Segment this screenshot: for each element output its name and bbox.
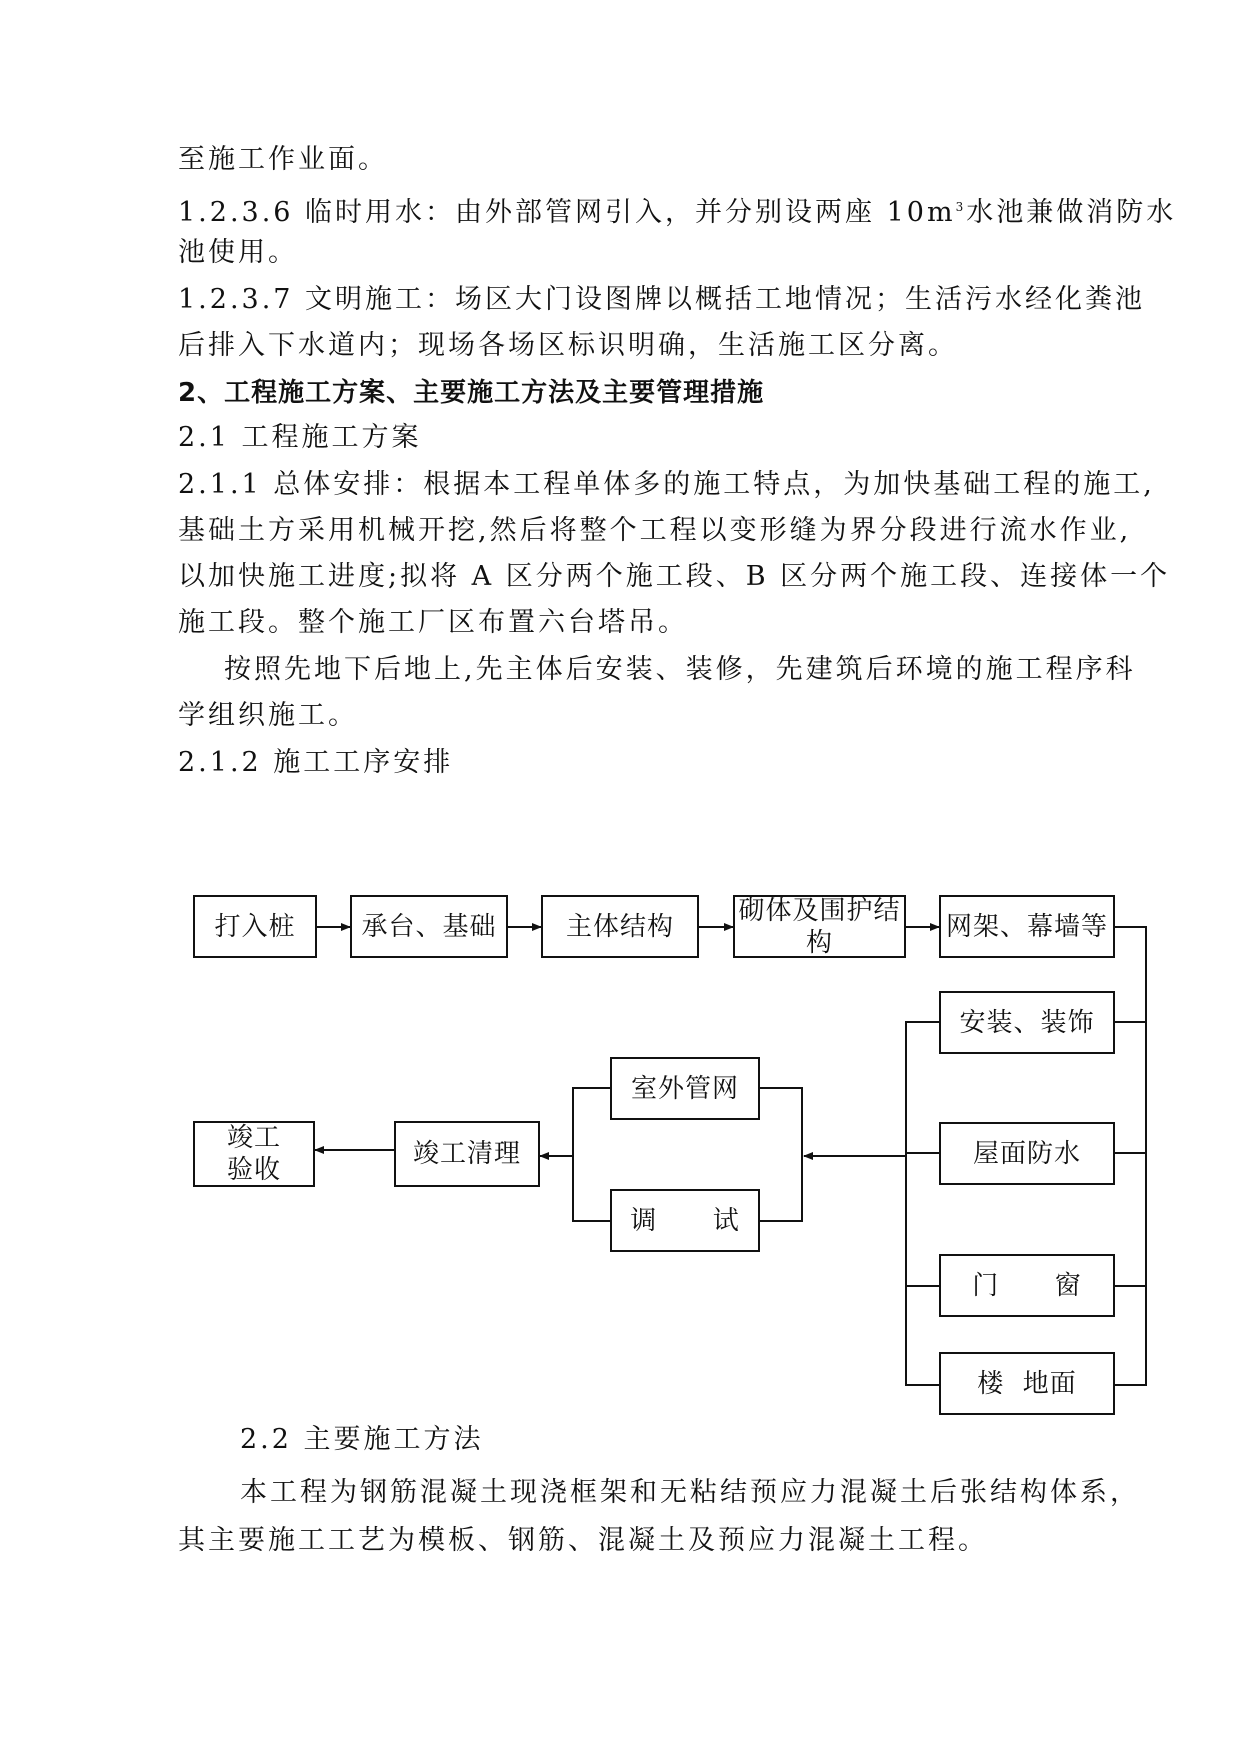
step-outdoor-pipes: 室外管网 (610, 1057, 760, 1120)
paragraph-method-a: 本工程为钢筋混凝土现浇框架和无粘结预应力混凝土后张结构体系， (240, 1477, 1140, 1508)
paragraph-order-b: 学组织施工。 (178, 700, 358, 731)
paragraph-order-a: 按照先地下后地上,先主体后安装、装修，先建筑后环境的施工程序科 (224, 654, 1136, 685)
text-line-civilized-a: 1.2.3.7 文明施工：场区大门设图牌以概括工地情况；生活污水经化粪池 (178, 284, 1146, 315)
paragraph-method-b: 其主要施工工艺为模板、钢筋、混凝土及预应力混凝土工程。 (178, 1525, 988, 1556)
subsection-2-1-2: 2.1.2 施工工序安排 (178, 747, 454, 778)
step-cleanup: 竣工清理 (394, 1121, 540, 1187)
subsection-2-1: 2.1 工程施工方案 (178, 422, 422, 453)
text-line-overall-b: 基础土方采用机械开挖,然后将整个工程以变形缝为界分段进行流水作业, (178, 515, 1132, 546)
subsection-2-2: 2.2 主要施工方法 (240, 1424, 484, 1455)
step-commissioning: 调 试 (610, 1189, 760, 1252)
step-space-frame: 网架、幕墙等 (939, 895, 1115, 958)
step-foundation: 承台、基础 (350, 895, 508, 958)
text-line-civilized-b: 后排入下水道内；现场各场区标识明确，生活施工区分离。 (178, 330, 958, 361)
step-acceptance: 竣工验收 (193, 1121, 315, 1187)
step-roof-waterproofing: 屋面防水 (939, 1122, 1115, 1185)
step-installation: 安装、装饰 (939, 991, 1115, 1054)
temp-water-text-a: 1.2.3.6 临时用水：由外部管网引入，并分别设两座 10m (178, 197, 956, 228)
text-line-overall-c: 以加快施工进度;拟将 A 区分两个施工段、B 区分两个施工段、连接体一个 (178, 561, 1171, 592)
temp-water-text-b: 水池兼做消防水 (966, 197, 1177, 228)
text-line-1: 至施工作业面。 (178, 144, 388, 175)
step-masonry: 砌体及围护结构 (733, 895, 906, 958)
step-main-structure: 主体结构 (541, 895, 699, 958)
step-doors-windows: 门 窗 (939, 1254, 1115, 1317)
step-floor: 楼 地面 (939, 1352, 1115, 1415)
text-line-overall-a: 2.1.1 总体安排：根据本工程单体多的施工特点，为加快基础工程的施工, (178, 469, 1155, 500)
step-piling: 打入桩 (193, 895, 317, 958)
cubic-superscript: 3 (955, 200, 967, 214)
text-line-3: 池使用。 (178, 237, 298, 268)
section-heading-2: 2、工程施工方案、主要施工方法及主要管理措施 (178, 378, 765, 408)
text-line-overall-d: 施工段。整个施工厂区布置六台塔吊。 (178, 607, 688, 638)
